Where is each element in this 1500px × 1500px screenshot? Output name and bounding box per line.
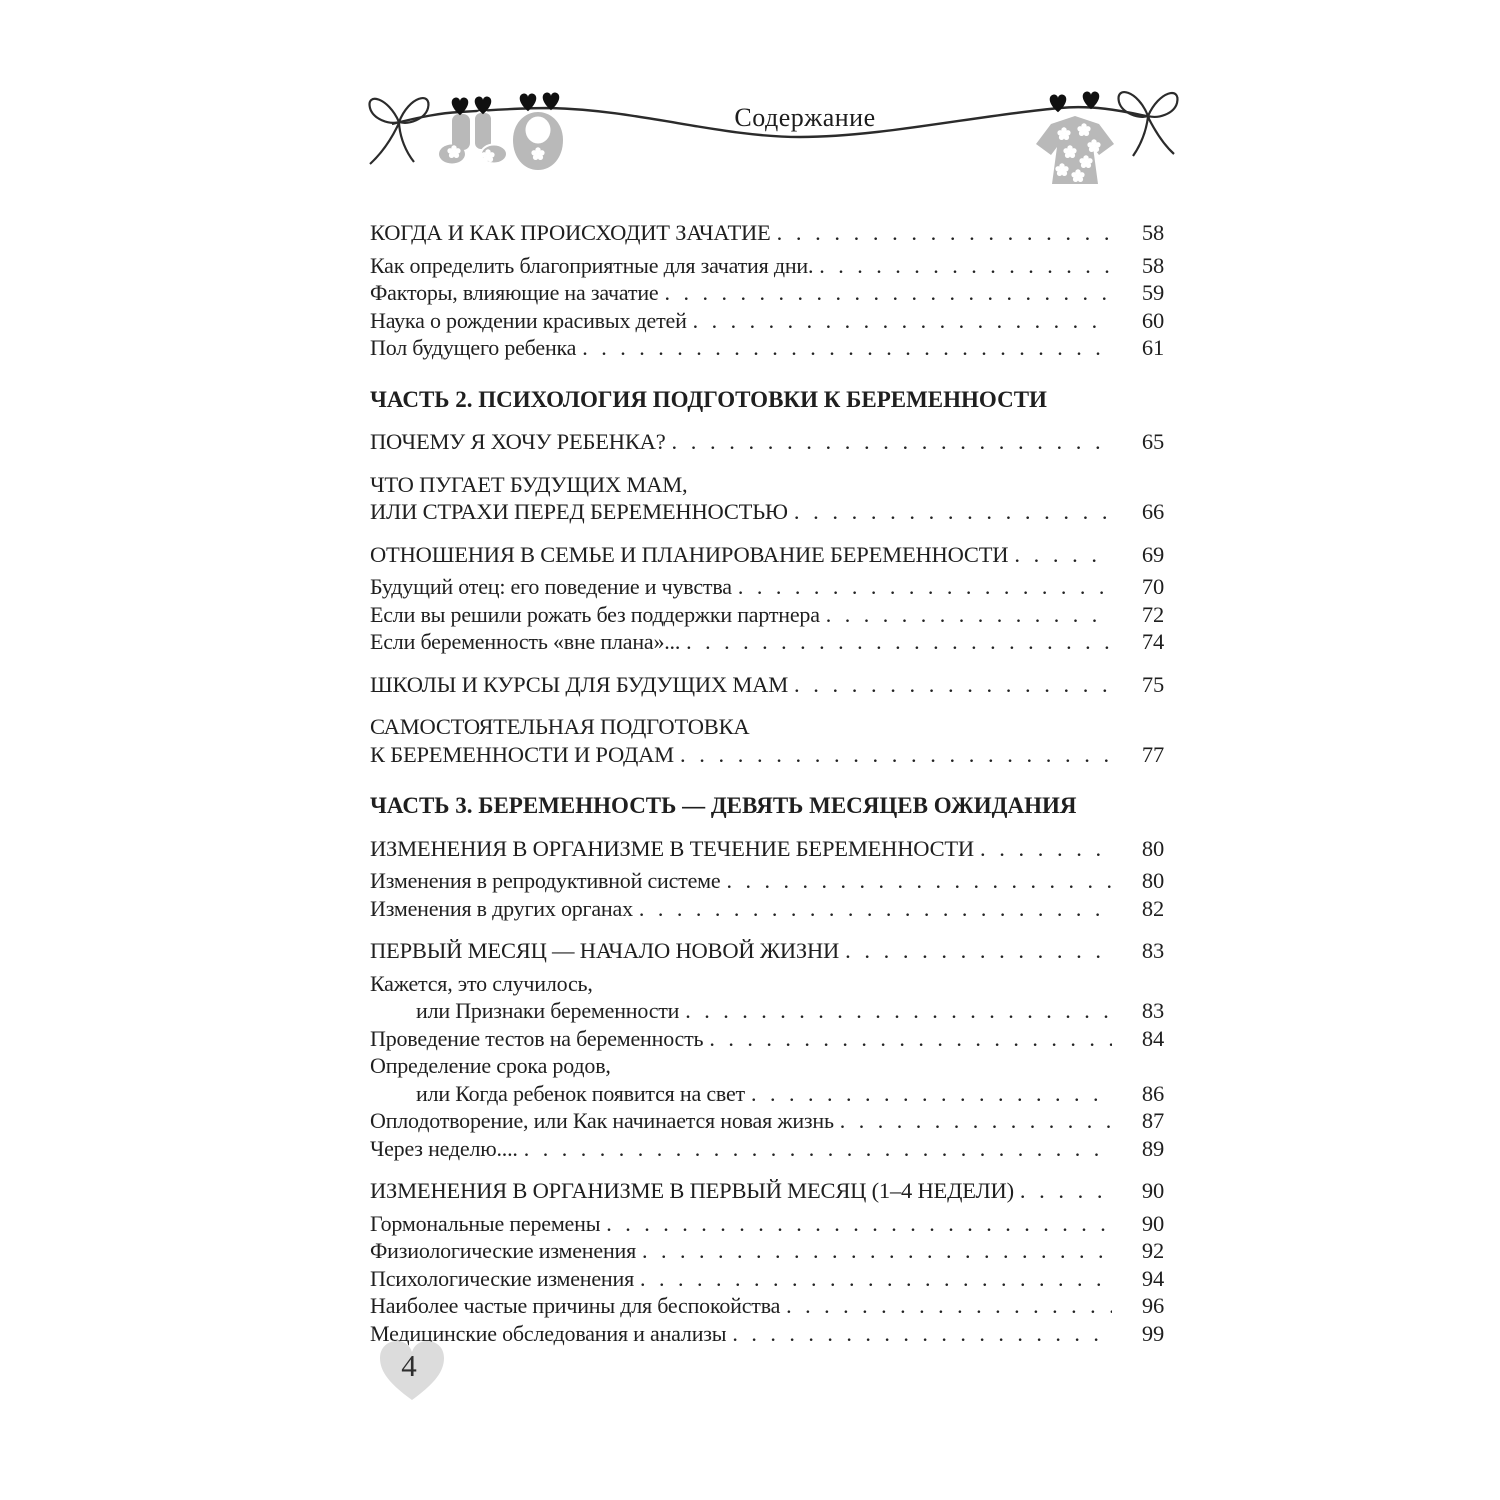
toc-page-number: 61: [1141, 335, 1164, 360]
toc-title-text: Кажется, это случилось,: [370, 970, 593, 996]
toc-title-text: САМОСТОЯТЕЛЬНАЯ ПОДГОТОВКА: [370, 714, 750, 739]
toc-page-number: 75: [1141, 671, 1164, 697]
dot-leader: [582, 334, 1112, 362]
toc-page-number: 65: [1141, 429, 1164, 454]
dot-leader: [751, 1080, 1112, 1108]
toc-line: [370, 252, 1164, 280]
dot-leader: [840, 1107, 1112, 1135]
toc-page-number: 92: [1141, 1238, 1164, 1263]
toc-line: [370, 1210, 1164, 1238]
dot-leader: [794, 498, 1112, 526]
toc-title-text: Наука о рождении красивых детей: [370, 307, 687, 333]
toc-entry: [370, 713, 1164, 768]
toc-line: [370, 334, 1164, 362]
toc-page-number: 96: [1141, 1293, 1164, 1318]
dot-leader: [786, 1292, 1112, 1320]
dot-leader: [671, 428, 1112, 456]
toc-title-text: Через неделю....: [370, 1135, 518, 1161]
toc-line: [370, 1052, 1164, 1080]
toc-line: [370, 997, 1164, 1025]
toc-line: [370, 628, 1164, 656]
toc-line: [370, 1107, 1164, 1135]
toc-entry: [370, 1265, 1164, 1293]
toc-line: [370, 1237, 1164, 1265]
toc-page-number: 99: [1141, 1320, 1164, 1346]
toc-title-text: ИЛИ СТРАХИ ПЕРЕД БЕРЕМЕННОСТЬЮ: [370, 499, 788, 524]
toc-page-number: 82: [1141, 895, 1164, 921]
toc-title-text: Гормональные перемены: [370, 1210, 601, 1236]
toc-title-text: ШКОЛЫ И КУРСЫ ДЛЯ БУДУЩИХ МАМ: [370, 671, 789, 697]
toc-title-text: Оплодотворение, или Как начинается новая жизнь: [370, 1108, 834, 1133]
dot-leader: [819, 252, 1112, 280]
dot-leader: [726, 867, 1112, 895]
toc-title-text: Медицинские обследования и анализы: [370, 1320, 727, 1346]
toc-page-number: 90: [1141, 1210, 1164, 1236]
toc-entry: [370, 252, 1164, 280]
toc-page-number: 84: [1141, 1025, 1164, 1051]
dot-leader: [524, 1135, 1112, 1163]
toc-entry: [370, 1292, 1164, 1320]
toc-entry: [370, 601, 1164, 629]
toc-title-text: Физиологические изменения: [370, 1238, 637, 1263]
toc-entry: [370, 671, 1164, 699]
toc-entry: [370, 573, 1164, 601]
toc-line: [370, 835, 1164, 863]
toc-line: [370, 937, 1164, 965]
toc-line: [370, 471, 1164, 499]
page-title: Содержание: [734, 103, 876, 132]
toc-entry: [370, 1107, 1164, 1135]
dot-leader: [639, 895, 1112, 923]
toc-title-text: ЧАСТЬ 2. ПСИХОЛОГИЯ ПОДГОТОВКИ К БЕРЕМЕННОСТИ: [370, 386, 1047, 412]
toc-title-text: КОГДА И КАК ПРОИСХОДИТ ЗАЧАТИЕ: [370, 220, 771, 245]
toc-entry: [370, 1320, 1164, 1348]
dot-leader: [709, 1025, 1112, 1053]
toc-entry: [370, 279, 1164, 307]
toc-line: [370, 671, 1164, 699]
toc-title-text: Если беременность «вне плана»...: [370, 629, 681, 654]
toc-title-text: ЧТО ПУГАЕТ БУДУЩИХ МАМ,: [370, 471, 688, 497]
toc-line: [370, 1025, 1164, 1053]
toc-title-text: Изменения в других органах: [370, 895, 633, 921]
toc-title-text: ПЕРВЫЙ МЕСЯЦ — НАЧАЛО НОВОЙ ЖИЗНИ: [370, 938, 840, 963]
toc-line: [370, 713, 1164, 741]
toc-page-number: 60: [1141, 307, 1164, 333]
toc-entry: [370, 895, 1164, 923]
dot-leader: [777, 219, 1112, 247]
toc-title-text: Проведение тестов на беременность: [370, 1025, 704, 1051]
toc-entry: [370, 1237, 1164, 1265]
dot-leader: [693, 307, 1112, 335]
toc-line: [370, 792, 1164, 820]
toc-line: [370, 970, 1164, 998]
dot-leader: [1020, 1177, 1112, 1205]
dot-leader: [642, 1237, 1112, 1265]
toc-part-heading: [370, 386, 1164, 414]
toc-line: [370, 219, 1164, 247]
toc-page-number: 58: [1141, 252, 1164, 278]
toc-page-number: 94: [1141, 1265, 1164, 1291]
toc-entry: [370, 937, 1164, 965]
toc-entry: [370, 867, 1164, 895]
dot-leader: [732, 1320, 1112, 1348]
toc-title-text: ПОЧЕМУ Я ХОЧУ РЕБЕНКА?: [370, 429, 666, 454]
toc-entry: [370, 428, 1164, 456]
toc-title-text: Будущий отец: его поведение и чувства: [370, 574, 732, 599]
toc-page-number: 89: [1141, 1135, 1164, 1161]
dot-leader: [685, 997, 1112, 1025]
toc-line: [370, 428, 1164, 456]
toc-entry: [370, 1052, 1164, 1107]
dot-leader: [640, 1265, 1112, 1293]
footer-page-heart: [376, 1338, 448, 1404]
toc-entry: [370, 334, 1164, 362]
toc-title-text: ИЗМЕНЕНИЯ В ОРГАНИЗМЕ В ТЕЧЕНИЕ БЕРЕМЕННОСТИ: [370, 835, 974, 861]
dot-leader: [738, 573, 1112, 601]
dot-leader: [845, 937, 1112, 965]
toc-entry: [370, 1025, 1164, 1053]
toc-title-text: ЧАСТЬ 3. БЕРЕМЕННОСТЬ — ДЕВЯТЬ МЕСЯЦЕВ ОЖИДАНИЯ: [370, 793, 1077, 818]
toc-title-text: Изменения в репродуктивной системе: [370, 868, 721, 893]
toc-title-text: Психологические изменения: [370, 1265, 634, 1291]
toc-line: [370, 895, 1164, 923]
toc-line: [370, 601, 1164, 629]
toc-page-number: 90: [1141, 1178, 1164, 1203]
table-of-contents: [370, 204, 1164, 1347]
toc-title-text: К БЕРЕМЕННОСТИ И РОДАМ: [370, 741, 674, 767]
toc-line: [370, 498, 1164, 526]
toc-page-number: 80: [1141, 868, 1164, 893]
toc-title-text: или Когда ребенок появится на свет: [416, 1080, 745, 1106]
toc-line: [370, 741, 1164, 769]
dot-leader: [826, 601, 1112, 629]
toc-line: [370, 1177, 1164, 1205]
toc-page-number: 80: [1141, 835, 1164, 861]
toc-line: [370, 573, 1164, 601]
toc-line: [370, 1292, 1164, 1320]
toc-entry: [370, 1135, 1164, 1163]
dot-leader: [664, 279, 1112, 307]
toc-entry: [370, 970, 1164, 1025]
toc-page-number: 74: [1141, 629, 1164, 654]
toc-entry: [370, 628, 1164, 656]
toc-entry: [370, 541, 1164, 569]
toc-title-text: Если вы решили рожать без поддержки партнера: [370, 601, 820, 627]
toc-line: [370, 386, 1164, 414]
toc-title-text: Определение срока родов,: [370, 1053, 611, 1078]
toc-line: [370, 1320, 1164, 1348]
toc-page-number: 87: [1141, 1108, 1164, 1133]
footer-page-number: 4: [401, 1348, 417, 1383]
toc-entry: [370, 1210, 1164, 1238]
toc-entry: [370, 307, 1164, 335]
toc-page-number: 86: [1141, 1080, 1164, 1106]
toc-entry: [370, 835, 1164, 863]
toc-part-heading: [370, 792, 1164, 820]
dot-leader: [680, 741, 1112, 769]
toc-page-number: 72: [1141, 601, 1164, 627]
toc-entry: [370, 471, 1164, 526]
dot-leader: [606, 1210, 1112, 1238]
toc-page-number: 58: [1141, 220, 1164, 245]
toc-title-text: Как определить благоприятные для зачатия дни.: [370, 252, 814, 278]
toc-page-number: 69: [1141, 541, 1164, 567]
toc-entry: [370, 1177, 1164, 1205]
toc-page-number: 59: [1141, 280, 1164, 305]
dot-leader: [980, 835, 1112, 863]
toc-page-number: 83: [1141, 998, 1164, 1023]
toc-page-number: 83: [1141, 938, 1164, 963]
toc-line: [370, 1080, 1164, 1108]
toc-page-number: 77: [1141, 741, 1164, 767]
toc-line: [370, 279, 1164, 307]
toc-line: [370, 1135, 1164, 1163]
toc-line: [370, 1265, 1164, 1293]
toc-entry: [370, 219, 1164, 247]
toc-title-text: или Признаки беременности: [416, 998, 680, 1023]
toc-page-number: 70: [1141, 574, 1164, 599]
dot-leader: [1014, 541, 1112, 569]
dot-leader: [794, 671, 1112, 699]
toc-title-text: Наиболее частые причины для беспокойства: [370, 1293, 781, 1318]
toc-title-text: ИЗМЕНЕНИЯ В ОРГАНИЗМЕ В ПЕРВЫЙ МЕСЯЦ (1–4 НЕДЕЛИ): [370, 1178, 1014, 1203]
toc-line: [370, 307, 1164, 335]
toc-title-text: Факторы, влияющие на зачатие: [370, 280, 659, 305]
toc-title-text: ОТНОШЕНИЯ В СЕМЬЕ И ПЛАНИРОВАНИЕ БЕРЕМЕННОСТИ: [370, 541, 1009, 567]
toc-title-text: Пол будущего ребенка: [370, 335, 577, 360]
toc-line: [370, 541, 1164, 569]
toc-line: [370, 867, 1164, 895]
toc-page-number: 66: [1141, 499, 1164, 524]
dot-leader: [686, 628, 1112, 656]
